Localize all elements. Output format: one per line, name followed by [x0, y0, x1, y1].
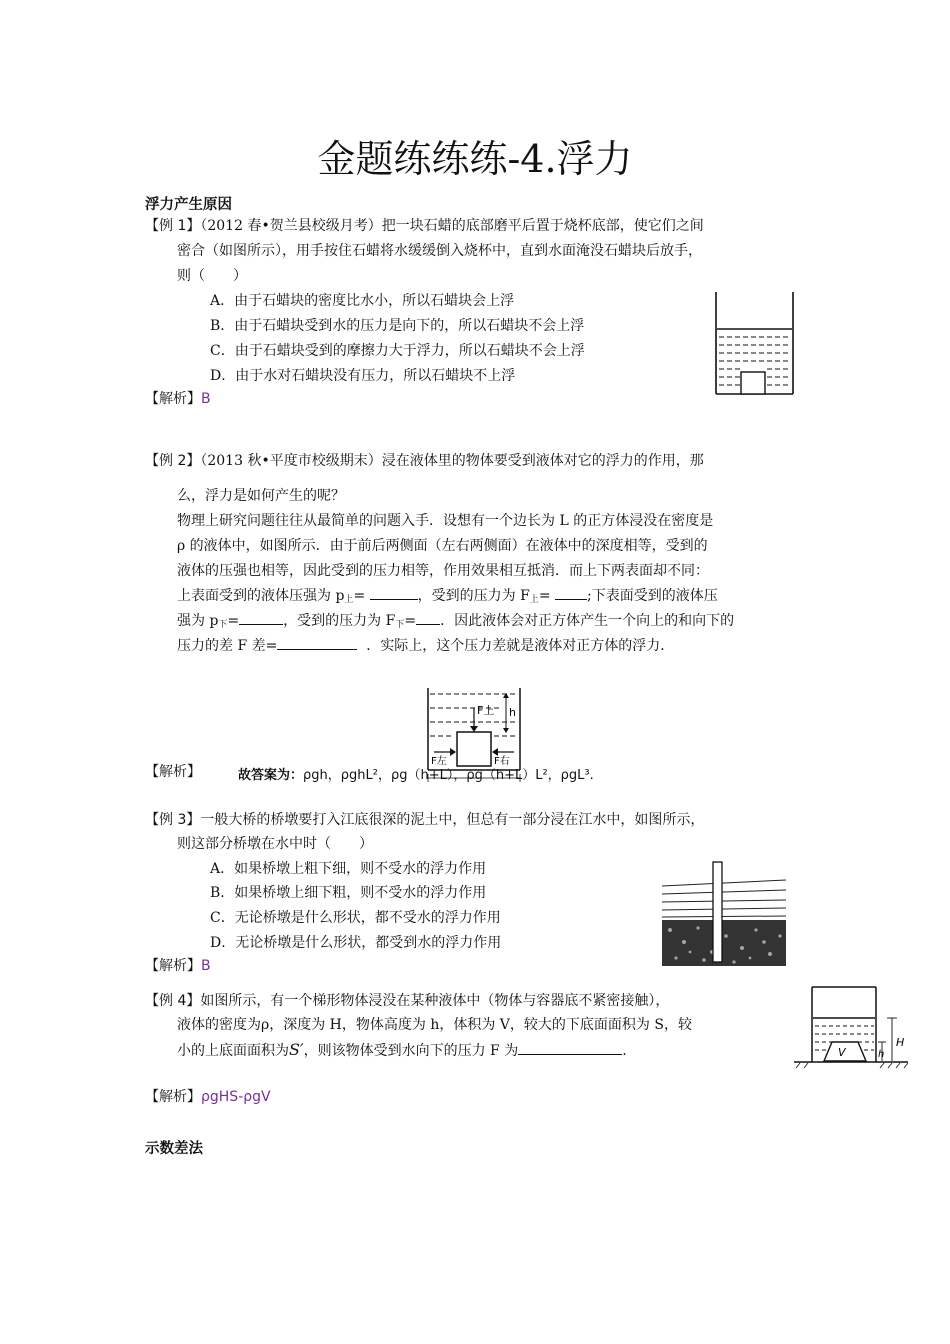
example-2-analysis	[145, 760, 201, 784]
example-2-line8: 压力的差 F 差= ．实际上，这个压力差就是液体对正方体的浮力．	[177, 634, 674, 658]
f-left-label: F左	[431, 756, 447, 767]
example-3-analysis	[145, 954, 211, 978]
example-1-label: 【例 1】	[145, 218, 201, 234]
blank-force-down[interactable]	[518, 1040, 622, 1055]
example-2-line1: 【例 2】（2013 秋•平度市校级期末）浸在液体里的物体要受到液体对它的浮力的作用，那	[145, 453, 704, 469]
analysis-label: 【解析】	[145, 958, 201, 974]
f-up-label: F上	[477, 704, 495, 717]
example-1-option-c: C．由于石蜡块受到的摩擦力大于浮力，所以石蜡块不会上浮	[210, 343, 585, 359]
example-3-answer: B	[201, 958, 211, 974]
trapezoid-container-figure	[792, 984, 910, 1070]
example-1-option-a: A．由于石蜡块的密度比水小，所以石蜡块会上浮	[210, 293, 515, 309]
example-4-line3: 小的上底面面积为S′，则该物体受到水向下的压力 F 为 .	[177, 1040, 627, 1059]
blank-f-up[interactable]	[555, 585, 587, 600]
analysis-label: 【解析】	[145, 1089, 201, 1105]
h-label: h	[509, 706, 516, 719]
example-4-line2: 液体的密度为ρ，深度为 H，物体高度为 h，体积为 V，较大的下底面面积为 S，较	[177, 1017, 692, 1033]
f-right-label: F右	[494, 756, 510, 767]
h-small-label: h	[878, 1049, 885, 1060]
example-4-line1: 【例 4】如图所示，有一个梯形物体浸没在某种液体中（物体与容器底不紧密接触），	[145, 993, 670, 1009]
example-2-line3: 物理上研究问题往往从最简单的问题入手．设想有一个边长为 L 的正方体浸没在密度是	[177, 513, 714, 529]
analysis-label: 【解析】	[145, 391, 201, 407]
example-2-line4: ρ 的液体中，如图所示．由于前后两侧面（左右两侧面）在液体中的深度相等，受到的	[177, 538, 708, 554]
bridge-pier-figure	[660, 860, 788, 968]
example-1-answer: B	[201, 391, 211, 407]
example-4-label: 【例 4】	[145, 993, 201, 1009]
example-2-answer: 故答案为：ρgh，ρghL²，ρg（h+L），ρg（h+L）L²，ρgL³.	[238, 768, 594, 783]
example-3-option-d: D．无论桥墩是什么形状，都受到水的浮力作用	[210, 935, 502, 951]
section-heading-buoyancy-cause: 浮力产生原因	[145, 197, 232, 213]
blank-f-down[interactable]	[416, 610, 440, 625]
example-3-option-c: C．无论桥墩是什么形状，都不受水的浮力作用	[210, 910, 501, 926]
example-3-option-a: A．如果桥墩上粗下细，则不受水的浮力作用	[210, 861, 487, 877]
example-1-analysis	[145, 387, 211, 411]
example-1-line2: 密合（如图所示），用手按住石蜡将水缓缓倒入烧杯中，直到水面淹没石蜡块后放手，	[177, 243, 702, 259]
v-label: V	[838, 1046, 846, 1059]
example-3-line2: 则这部分桥墩在水中时（ ）	[177, 836, 373, 852]
example-2-line2: 么，浮力是如何产生的呢？	[177, 488, 345, 504]
example-2-line6: 上表面受到的液体压强为 $p_上=$ ，受到的压力为 $F_上=$ ;下表面受到的液体压	[177, 584, 718, 612]
s-prime: S′	[289, 1040, 304, 1059]
example-1-option-b: B．由于石蜡块受到水的压力是向下的，所以石蜡块不会上浮	[210, 318, 585, 334]
example-4-answer: ρgHS-ρgV	[201, 1089, 271, 1105]
page-title: 金题练练练-4.浮力	[317, 137, 633, 181]
example-3-line1: 【例 3】一般大桥的桥墩要打入江底很深的泥土中，但总有一部分浸在江水中，如图所示，	[145, 812, 705, 828]
example-3-option-b: B．如果桥墩上细下粗，则不受水的浮力作用	[210, 885, 487, 901]
example-2-line5: 液体的压强也相等，因此受到的压力相等，作用效果相互抵消．而上下两表面却不同：	[177, 563, 709, 579]
example-1-option-d: D．由于水对石蜡块没有压力，所以石蜡块不上浮	[210, 368, 516, 384]
blank-p-up[interactable]	[370, 585, 418, 600]
section-heading-reading-difference: 示数差法	[145, 1141, 203, 1157]
example-3-label: 【例 3】	[145, 812, 201, 828]
H-label: H	[896, 1036, 905, 1049]
example-2-label: 【例 2】	[145, 453, 201, 469]
blank-f-diff[interactable]	[277, 635, 357, 650]
blank-p-down[interactable]	[239, 610, 283, 625]
example-4-analysis	[145, 1085, 271, 1109]
example-1-line3: 则（ ）	[177, 268, 247, 284]
example-1-line1: 【例 1】（2012 春•贺兰县校级月考）把一块石蜡的底部磨平后置于烧杯底部，使它们之间	[145, 218, 704, 234]
analysis-label: 【解析】	[145, 764, 201, 780]
beaker-wax-figure	[713, 292, 797, 396]
example-2-line7: 强为 $p_下=$ ，受到的压力为 $F_下=$ ．因此液体会对正方体产生一个向上的和向下的	[177, 609, 734, 637]
